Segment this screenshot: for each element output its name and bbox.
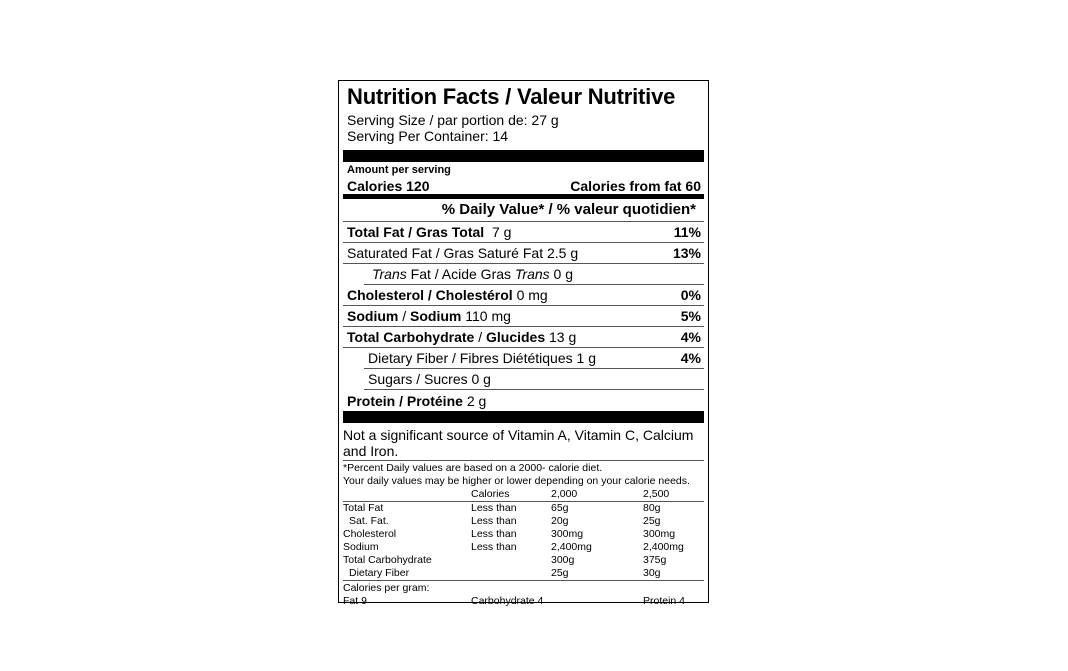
table-cell — [343, 488, 471, 502]
table-cell: 375g — [643, 554, 667, 566]
nutrient-name: Cholesterol / Cholestérol 0 mg — [347, 287, 548, 303]
table-cell — [471, 554, 551, 567]
table-cell: Less than — [471, 515, 517, 527]
table-row — [343, 502, 704, 516]
table-row — [343, 567, 704, 581]
calories: Calories 120 — [347, 177, 430, 194]
daily-value-header: % Daily Value* / % valeur quotidien* — [343, 199, 704, 222]
nutrient-dv: 4% — [680, 350, 701, 366]
table-cell: Less than — [471, 528, 517, 540]
amount-per-serving: Amount per serving — [347, 164, 451, 176]
table-cell: 2,400mg — [551, 541, 592, 553]
nutrient-row-total-fat — [343, 222, 704, 243]
nutrition-label — [338, 80, 709, 607]
nutrient-row-saturated-fat — [343, 243, 704, 264]
nutrient-name: Dietary Fiber / Fibres Diététiques 1 g — [368, 350, 596, 366]
nutrient-name: Total Carbohydrate / Glucides 13 g — [347, 329, 577, 345]
table-cell: Dietary Fiber — [349, 567, 410, 579]
calories-per-gram-label: Calories per gram: — [343, 582, 430, 594]
nutrition-label-body — [343, 81, 704, 608]
footnote-line-2: Your daily values may be higher or lower depending on your calorie needs. — [343, 475, 690, 487]
table-cell — [471, 567, 551, 581]
table-cell: Sodium — [343, 541, 379, 553]
table-cell: 20g — [551, 515, 569, 527]
nutrient-dv: 5% — [680, 308, 701, 324]
table-cell: Total Fat — [343, 502, 384, 514]
table-cell: 30g — [643, 567, 661, 579]
nutrient-row-cholesterol — [343, 285, 704, 306]
table-header-row — [343, 488, 704, 502]
table-cell: Cholesterol — [343, 528, 397, 540]
nutrient-name: Saturated Fat / Gras Saturé Fat 2.5 g — [347, 245, 579, 261]
calories-row — [343, 177, 704, 194]
not-significant-note: Not a significant source of Vitamin A, Vitamin C, Calcium and Iron. — [343, 427, 704, 461]
nutrient-name: Sodium / Sodium 110 mg — [347, 308, 511, 324]
table-cell: 300mg — [643, 528, 676, 540]
table-cell: 300g — [551, 554, 575, 566]
thick-divider-bottom — [343, 411, 704, 423]
table-row — [343, 595, 704, 608]
table-cell: 25g — [551, 567, 569, 579]
nutrient-name: Trans Fat / Acide Gras Trans 0 g — [372, 266, 574, 282]
table-cell: Sat. Fat. — [349, 515, 389, 527]
nutrient-row-protein — [343, 390, 704, 411]
nutrient-row-total-carbohydrate — [343, 327, 704, 348]
servings-per-container: Serving Per Container: 14 — [347, 128, 509, 144]
per-gram-protein: Protein 4 — [643, 595, 686, 607]
nutrient-name: Sugars / Sucres 0 g — [368, 371, 491, 387]
table-cell: 80g — [643, 502, 661, 514]
nutrient-row-sugars — [364, 369, 704, 390]
table-cell: Calories — [471, 488, 510, 500]
thick-divider — [343, 150, 704, 162]
label-title: Nutrition Facts / Valeur Nutritive — [347, 84, 676, 109]
table-cell: 300mg — [551, 528, 584, 540]
daily-values-table — [343, 488, 704, 581]
table-row — [343, 554, 704, 567]
nutrient-row-sodium — [343, 306, 704, 327]
calories-from-fat: Calories from fat 60 — [570, 177, 701, 194]
nutrient-row-dietary-fiber — [364, 348, 704, 369]
table-cell: Less than — [471, 541, 517, 553]
per-gram-carbohydrate: Carbohydrate 4 — [471, 595, 544, 607]
table-cell: 2,400mg — [643, 541, 684, 553]
table-cell: 25g — [643, 515, 661, 527]
nutrient-dv: 11% — [673, 224, 701, 240]
table-cell: 65g — [551, 502, 569, 514]
table-row — [343, 541, 704, 554]
nutrient-dv: 0% — [680, 287, 701, 303]
table-cell: 2,000 — [551, 488, 578, 500]
calories-per-gram-table — [343, 595, 704, 608]
table-cell: Total Carbohydrate — [343, 554, 432, 566]
table-row — [343, 528, 704, 541]
table-cell: 2,500 — [643, 488, 670, 500]
nutrient-dv: 13% — [672, 245, 701, 261]
nutrient-name: Total Fat / Gras Total 7 g — [347, 224, 512, 240]
nutrient-dv: 4% — [680, 329, 701, 345]
nutrient-name: Protein / Protéine 2 g — [347, 392, 487, 409]
nutrient-row-trans-fat — [364, 264, 704, 285]
footnote-line-1: *Percent Daily values are based on a 2000- calorie diet. — [343, 462, 603, 474]
table-cell: Less than — [471, 502, 517, 514]
per-gram-fat: Fat 9 — [343, 595, 367, 607]
serving-size: Serving Size / par portion de: 27 g — [347, 112, 559, 128]
table-row — [343, 515, 704, 528]
